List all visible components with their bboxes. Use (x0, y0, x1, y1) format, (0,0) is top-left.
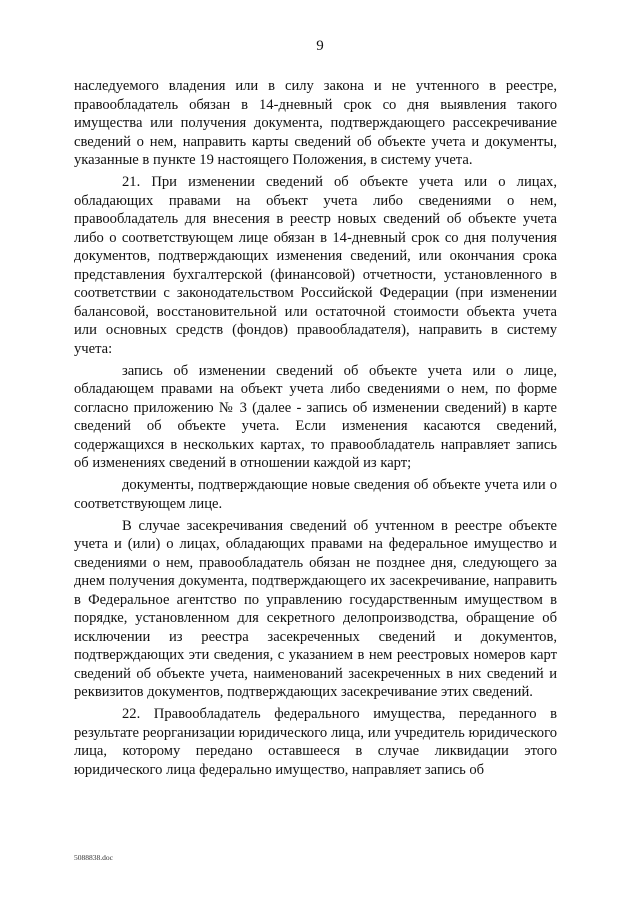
paragraph-change-record: запись об изменении сведений об объекте учета или о лице, обладающем правами на объект учета либо сведениями о нем, по форме согласно приложению № 3 (далее - запись об изменении сведений) в карте сведений об объекте учета. Если изменения касаются сведений, содержащихся в нескольких картах, то правообладатель направляет запись об изменениях сведений в отношении каждой из карт; (74, 362, 557, 471)
paragraph-clause-21: 21. При изменении сведений об объекте учета или о лицах, обладающих правами на объект учета либо сведениями о нем, правообладатель для внесения в реестр новых сведений об объекте учета либо о соответствующем лице обязан в 14-дневный срок со дня получения документов, подтверждающих изменения сведений, или окончания срока представления бухгалтерской (финансовой) отчетности, установленного в соответствии с законодательством Российской Федерации (при изменении балансовой, восстановительной или остаточной стоимости объекта учета или основных средств (фондов) правообладателя), направить в систему учета: (74, 174, 557, 357)
document-body (74, 77, 557, 783)
paragraph-classification-case: В случае засекречивания сведений об учтенном в реестре объекте учета и (или) о лицах, обладающих правами на федеральное имущество и сведениями о нем, правообладатель обязан не позднее дня, следующего за днем получения документа, подтверждающего их засекречивание, направить в Федеральное агентство по управлению государственным имуществом в порядке, установленном для секретного делопроизводства, обращение об исключении из реестра засекреченных сведений и документов, подтверждающих эти сведения, с указанием в нем реестровых номеров карт сведений об объекте учета, наименований засекреченных в них сведений и реквизитов документов, подтверждающих засекречивание этих сведений. (74, 517, 557, 700)
page-number: 9 (316, 38, 324, 54)
paragraph-continuation: наследуемого владения или в силу закона и не учтенного в реестре, правообладатель обязан в 14-дневный срок со дня выявления такого имущества или получения документа, подтверждающего рассекречивание сведений о нем, направить карты сведений об объекте учета и документы, указанные в пункте 19 настоящего Положения, в систему учета. (74, 78, 557, 168)
footer-file-name: 5088838.doc (74, 853, 113, 862)
paragraph-supporting-documents: документы, подтверждающие новые сведения об объекте учета или о соответствующем лице. (74, 477, 557, 512)
paragraph-clause-22: 22. Правообладатель федерального имущества, переданного в результате реорганизации юридического лица, или учредитель юридического лица, которому передано оставшееся в случае ликвидации этого юридического лица федерально имущество, направляет запись об (74, 706, 557, 778)
